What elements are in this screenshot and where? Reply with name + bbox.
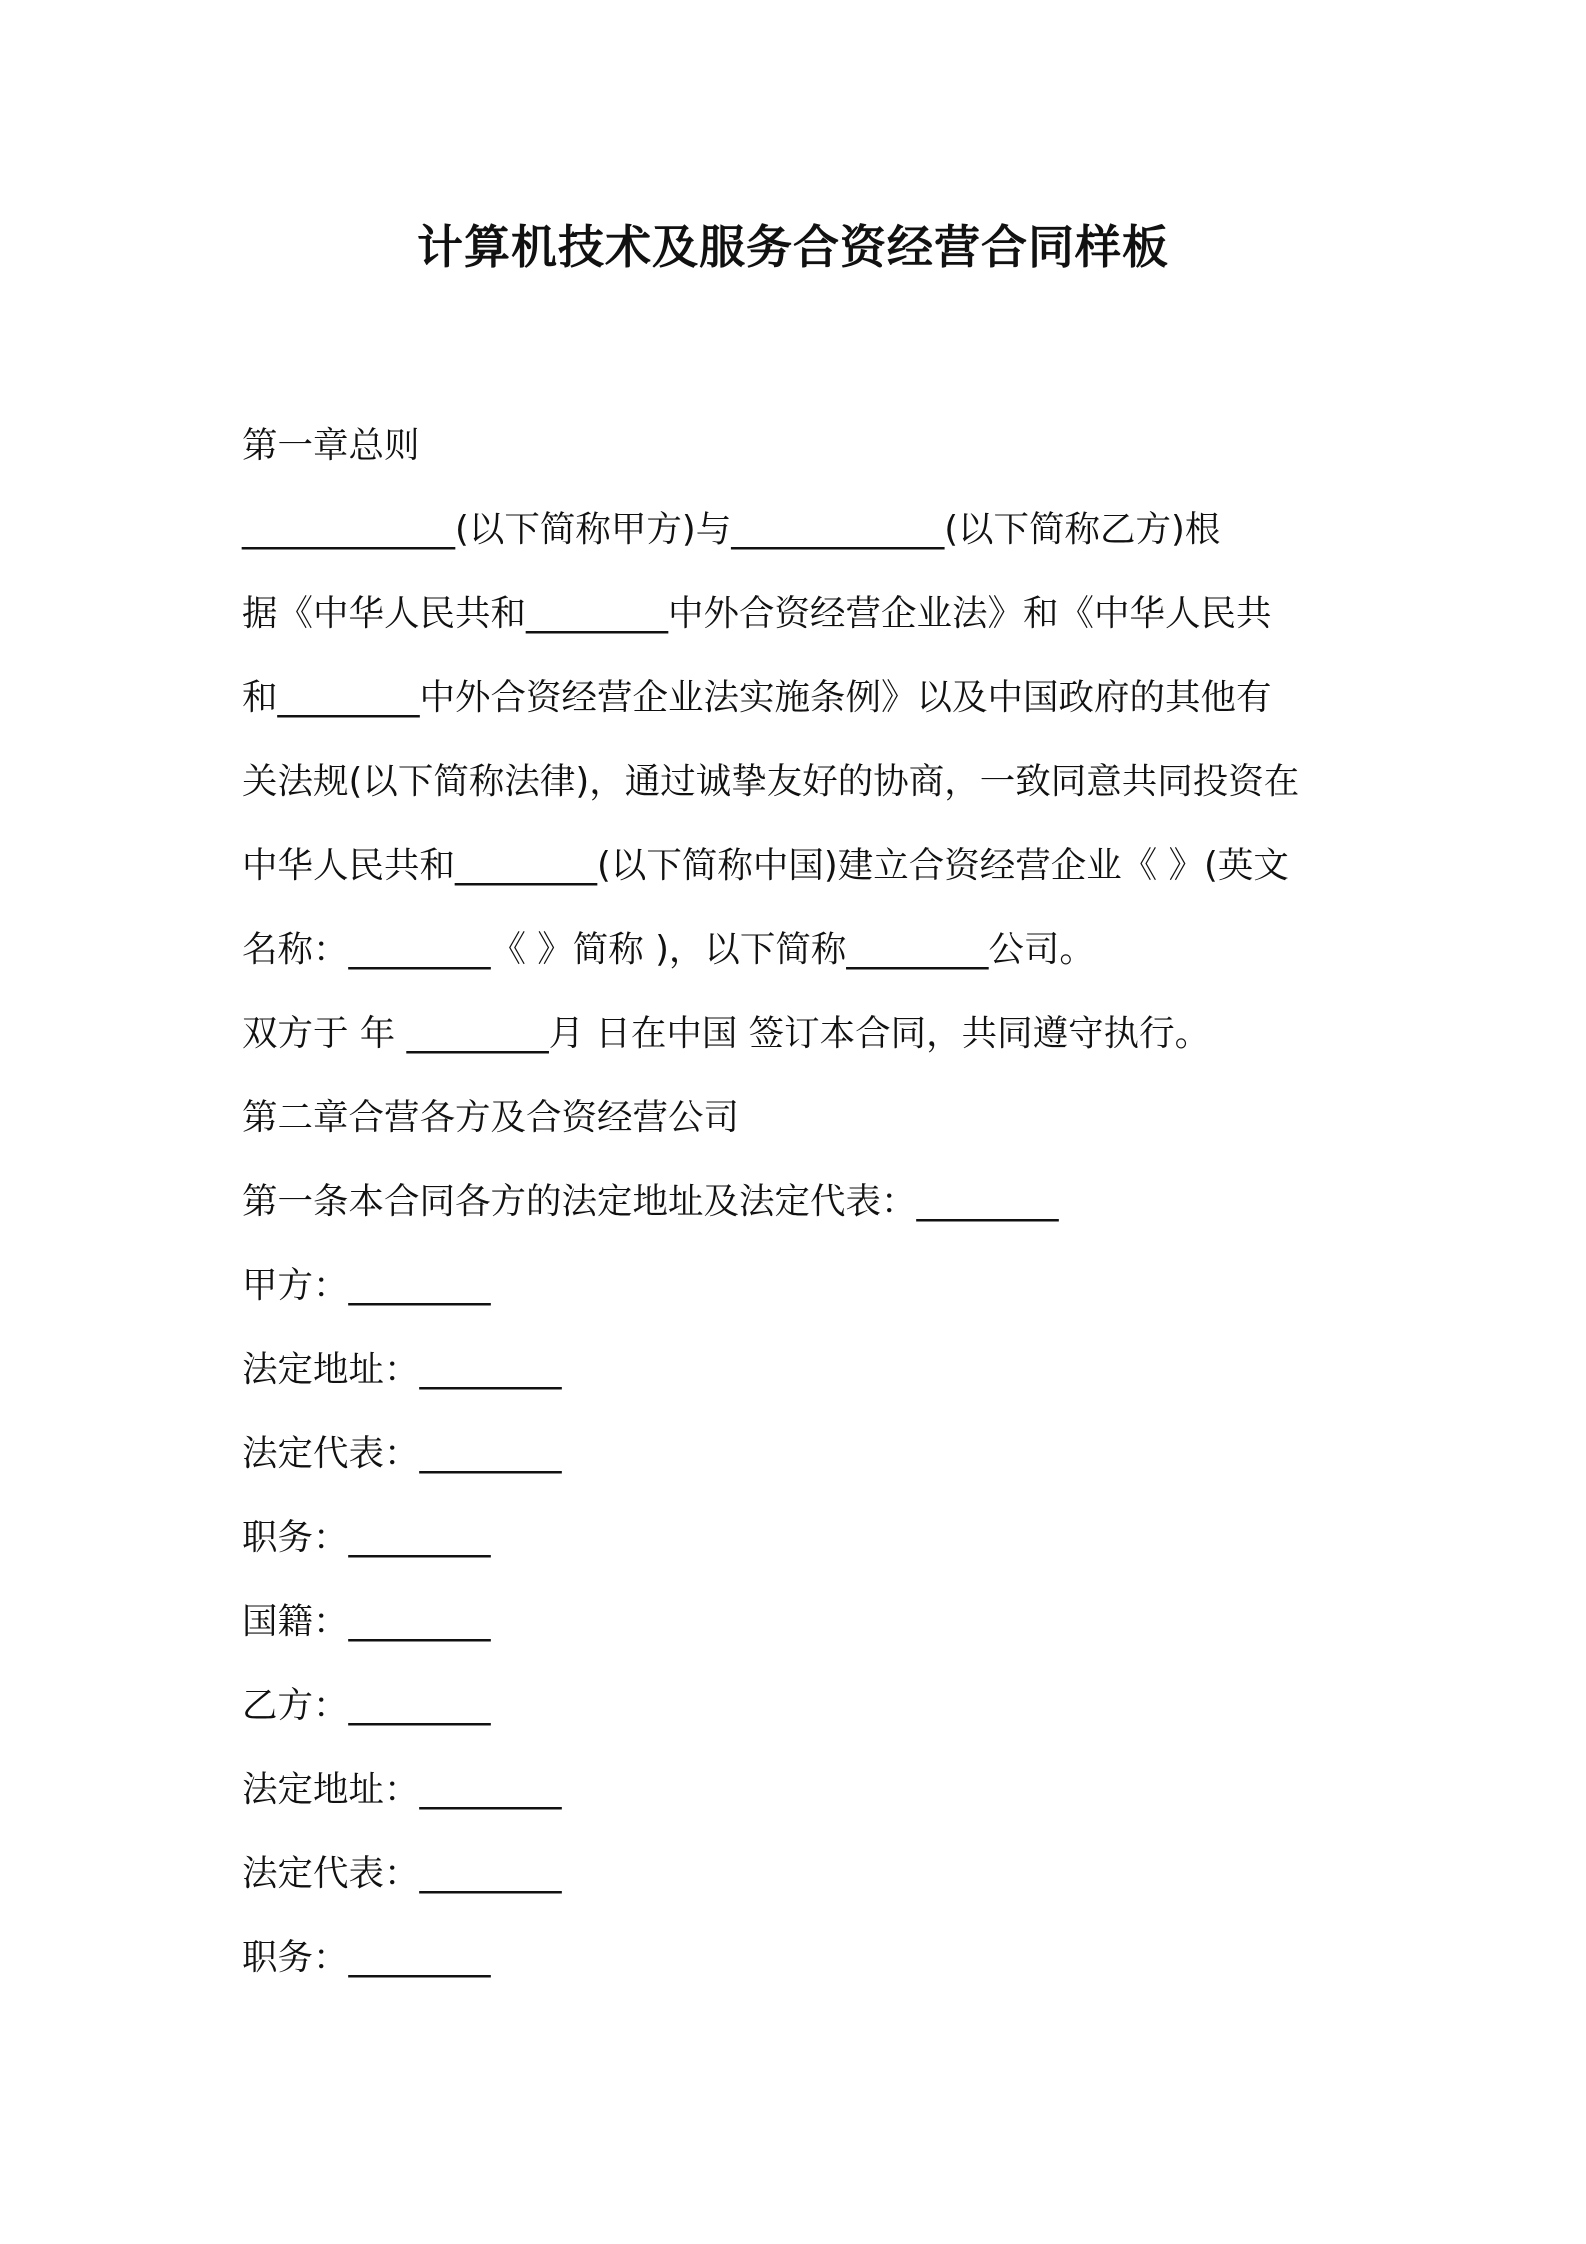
- chapter-heading: 第一章总则: [242, 425, 420, 466]
- paragraph-line: 中华人民共和________(以下简称中国)建立合资经营企业《 》(英文: [242, 845, 1289, 886]
- field-legal-address: 法定地址：________: [242, 1769, 562, 1810]
- field-party-a: 甲方：________: [242, 1265, 491, 1306]
- paragraph-line: ____________(以下简称甲方)与____________(以下简称乙方)根: [242, 509, 1221, 550]
- document-title: 计算机技术及服务合资经营合同样板: [417, 220, 1169, 274]
- paragraph-line: 据《中华人民共和________中外合资经营企业法》和《中华人民共: [242, 593, 1272, 634]
- field-nationality: 国籍：________: [242, 1601, 491, 1642]
- field-position: 职务：________: [242, 1517, 491, 1558]
- chapter-heading: 第二章合营各方及合资经营公司: [242, 1097, 740, 1138]
- article-line: 第一条本合同各方的法定地址及法定代表：________: [242, 1181, 1059, 1222]
- paragraph-line: 和________中外合资经营企业法实施条例》以及中国政府的其他有: [242, 677, 1272, 718]
- paragraph-line: 双方于 年 ________月 日在中国 签订本合同，共同遵守执行。: [242, 1013, 1211, 1054]
- field-legal-representative: 法定代表：________: [242, 1853, 562, 1894]
- field-legal-address: 法定地址：________: [242, 1349, 562, 1390]
- field-party-b: 乙方：________: [242, 1685, 491, 1726]
- field-position: 职务：________: [242, 1937, 491, 1978]
- document-body: [242, 404, 1352, 2000]
- paragraph-line: 名称：________《 》简称 )，以下简称________公司。: [242, 929, 1095, 970]
- paragraph-line: 关法规(以下简称法律)，通过诚挚友好的协商，一致同意共同投资在: [242, 761, 1300, 802]
- field-legal-representative: 法定代表：________: [242, 1433, 562, 1474]
